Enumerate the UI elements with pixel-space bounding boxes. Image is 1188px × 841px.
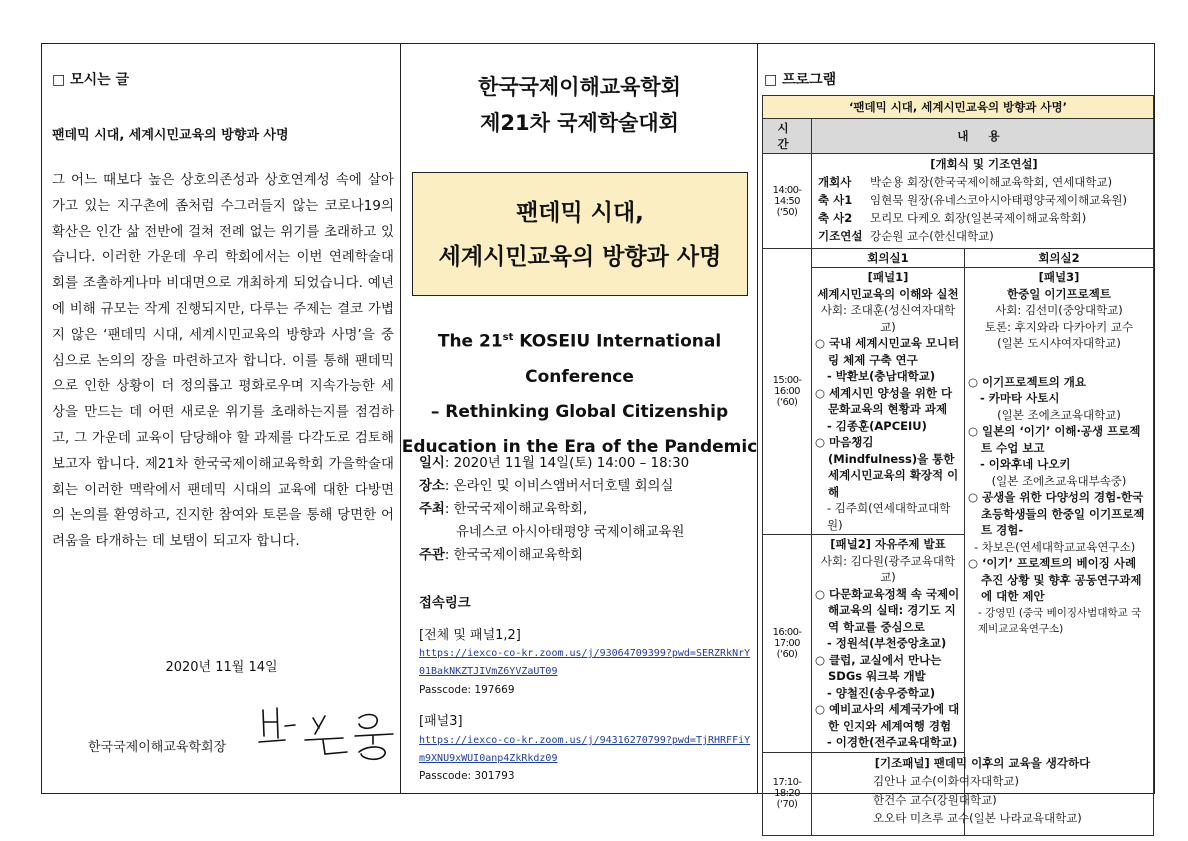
panel3: [패널3] 한중일 이기프로젝트 사회: 김선미(중앙대학교) 토론: 후지와라 다카아키 교수 (일본 도시샤여자대학교) ○ 이기프로젝트의 개요 - 카마타 사토시 (일본 조에츠교육대학교) ○ 일본의 ‘이기’ 이해·공생 프로젝트 수업 보고 - 이와후네 나오키 (일본 조에츠교육대부속중) ○ 공생을 위한 다양성의 경험-한국 초등학생들의 한중일 이기프로젝트 경험- - 차보은(연세대학교교육연구소) ○ ‘이기’ 프로젝트의 베이징 사례 추진 상황 및 향후 공동연구과제에 대한 제안 - 강영민 (중국 베이징사범대학교 국제비교교육연구소): [965, 268, 1154, 836]
theme-box: [412, 172, 748, 296]
opening-row: 기조연설 강순원 교수(한신대학교): [818, 229, 994, 243]
info-date: 일시: 2020년 11월 14일(토) 14:00 – 18:30: [419, 456, 690, 471]
room1-header: 회의실1: [812, 249, 965, 268]
event-info: [419, 452, 689, 567]
keynote-panel: [기조패널] 팬데믹 이후의 교육을 생각하다 김안나 교수(이화여자대학교) 한건수 교수(강원대학교) 오오타 미츠루 교수(일본 나라교육대학교): [812, 752, 1154, 835]
link2-label: [패널3]: [419, 714, 463, 729]
conference-column: [401, 44, 758, 793]
brochure-frame: [41, 43, 1155, 825]
invitation-body: 그 어느 때보다 높은 상호의존성과 상호연계성 속에 살아가고 있는 지구촌에 좀처럼 수그러들지 않는 코로나19의 확산은 인간 삶 전반에 걸쳐 전례 없는 위기를 초래하고 있습니다. 이러한 가운데 우리 학회에서는 이번 연례학술대회를 조촐하게나마 비대면으로 개최하게 되었습니다. 예년에 비해 규모는 작게 진행되지만, 다루는 주제는 결코 가볍지 않은 ‘팬데믹 시대, 세계시민교육의 방향과 사명’을 중심으로 논의의 장을 마련하고자 합니다. 이를 통해 팬데믹으로 인한 상황이 더 정의롭고 평화로우며 지속가능한 세상을 만드는 데 어떤 새로운 위기를 초래하는지를 점검하고, 그 가운데 교육이 담당해야 할 과제를 다각도로 검토해보고자 합니다. 제21차 한국국제이해교육학회 가을학술대회는 이러한 맥락에서 팬데믹 시대의 교육에 대한 다방면의 논의를 환영하고, 진지한 참여와 토론을 통해 당면한 어려움을 타개하는 데 보탬이 되고자 합니다.: [52, 173, 394, 550]
panel3-item: ○ 일본의 ‘이기’ 이해·공생 프로젝트 수업 보고: [968, 424, 1141, 455]
invitation-subtitle: 팬데믹 시대, 세계시민교육의 방향과 사명: [52, 128, 289, 143]
header-time: 시 간: [763, 119, 812, 154]
panel2: [패널2] 자유주제 발표 사회: 김다원(광주교육대학교) ○ 다문화교육정책 속 국제이해교육의 실태: 경기도 지역 학교를 중심으로 - 정원석(부천중앙초교) ○ 클럽, 교실에서 만나는 SDGs 워크북 개발 - 양철진(송우중학교) ○ 예비교사의 세계국가에 대한 인지와 세계여행 경험 - 이경한(전주교육대학교): [812, 535, 965, 753]
room2-header: 회의실2: [965, 249, 1154, 268]
access-title: 접속링크: [419, 596, 471, 611]
theme-line-1: 팬데믹 시대,: [516, 200, 644, 226]
conference-name: 제21차 국제학술대회: [480, 111, 679, 135]
session-opening: [763, 154, 1154, 249]
opening-row: 축 사1 임현묵 원장(유네스코아시아태평양국제이해교육원): [818, 193, 1128, 207]
signature-image: [255, 696, 405, 766]
panel1-item: ○ 마음챙김(Mindfulness)을 통한 세계시민교육의 확장적 이해: [815, 435, 959, 499]
panel2-item: ○ 예비교사의 세계국가에 대한 인지와 세계여행 경험: [815, 702, 960, 733]
panel2-item: ○ 다문화교육정책 속 국제이해교육의 실태: 경기도 지역 학교를 중심으로: [815, 586, 960, 634]
program-heading: □ 프로그램: [764, 72, 837, 88]
program-table: [762, 95, 1154, 836]
invitation-column: [42, 44, 401, 793]
society-name: 한국국제이해교육학회: [478, 75, 681, 99]
signatory-title: 한국국제이해교육학회장: [88, 740, 227, 755]
opening-row: 개회사 박순용 회장(한국국제이해교육학회, 연세대학교): [818, 175, 1113, 189]
header-content: 내 용: [812, 119, 1154, 154]
english-title-line-3: Education in the Era of the Pandemic: [401, 436, 758, 457]
panel3-item: ○ 이기프로젝트의 개요: [968, 374, 1087, 389]
session-time: 16:00-17:00 (‘60): [763, 535, 812, 753]
link1-url[interactable]: https://iexco-co-kr.zoom.us/j/93064709399?pwd=SERZRkNrY01BakNKZTJIVmZ6YVZaUT09: [419, 648, 751, 677]
link2-url[interactable]: https://iexco-co-kr.zoom.us/j/94316270799?pwd=TjRHRFFiYm9XNU9xWUI0anp4ZkRkdz09: [419, 735, 751, 764]
panel1-item: ○ 국내 세계시민교육 모니터링 체제 구축 연구: [815, 336, 960, 367]
session-time: 14:00-14:50 (‘50): [763, 154, 812, 249]
link1-passcode: Passcode: 197669: [419, 684, 515, 696]
invitation-heading: □ 모시는 글: [52, 72, 130, 88]
info-organizer: 주관: 한국국제이해교육학회: [419, 548, 583, 563]
panel3-item: ○ ‘이기’ 프로젝트의 베이징 사례 추진 상황 및 향후 공동연구과제에 대한 제안: [968, 556, 1142, 603]
opening-row: 축 사2 모리모 다케오 회장(일본국제이해교육학회): [818, 211, 1087, 225]
theme-line-2: 세계시민교육의 방향과 사명: [438, 244, 722, 270]
link1-label: [전체 및 패널1,2]: [419, 628, 521, 643]
info-host-2: 유네스코 아시아태평양 국제이해교육원: [456, 525, 685, 540]
info-host: 주최: 한국국제이해교육학회,: [419, 502, 588, 517]
english-title-line-2: – Rethinking Global Citizenship: [430, 401, 729, 422]
link2-passcode: Passcode: 301793: [419, 770, 515, 782]
english-title: [401, 320, 758, 465]
english-title-line-1: The 21st KOSEIU International Conference: [437, 331, 722, 387]
panel1: [패널1] 세계시민교육의 이해와 실천 사회: 조대훈(성신여자대학교) ○ 국내 세계시민교육 모니터링 체제 구축 연구 - 박환보(충남대학교) ○ 세계시민 양성을 위한 다문화교육의 현황과 과제 - 김종훈(APCEIU) ○ 마음챙김(Mindfulness)을 통한 세계시민교육의 확장적 이해 - 김주희(연세대학교대학원): [812, 268, 965, 535]
program-table-title: ‘팬데믹 시대, 세계시민교육의 방향과 사명’: [763, 96, 1154, 119]
panel3-item: ○ 공생을 위한 다양성의 경험-한국 초등학생들의 한중일 이기프로젝트 경험-: [968, 490, 1145, 537]
panel2-item: ○ 클럽, 교실에서 만나는 SDGs 워크북 개발: [815, 652, 942, 683]
program-column: [758, 44, 1154, 825]
session-time: 15:00-16:00 (‘60): [763, 249, 812, 535]
session-time: 17:10-18:20 (‘70): [763, 752, 812, 835]
conference-title: [401, 69, 758, 141]
panel1-item: ○ 세계시민 양성을 위한 다문화교육의 현황과 과제: [815, 385, 953, 416]
invitation-date: 2020년 11월 14일: [165, 660, 278, 675]
opening-title: [개회식 및 기조연설]: [930, 157, 1038, 171]
info-place: 장소: 온라인 및 이비스앰버서더호텔 회의실: [419, 479, 674, 494]
